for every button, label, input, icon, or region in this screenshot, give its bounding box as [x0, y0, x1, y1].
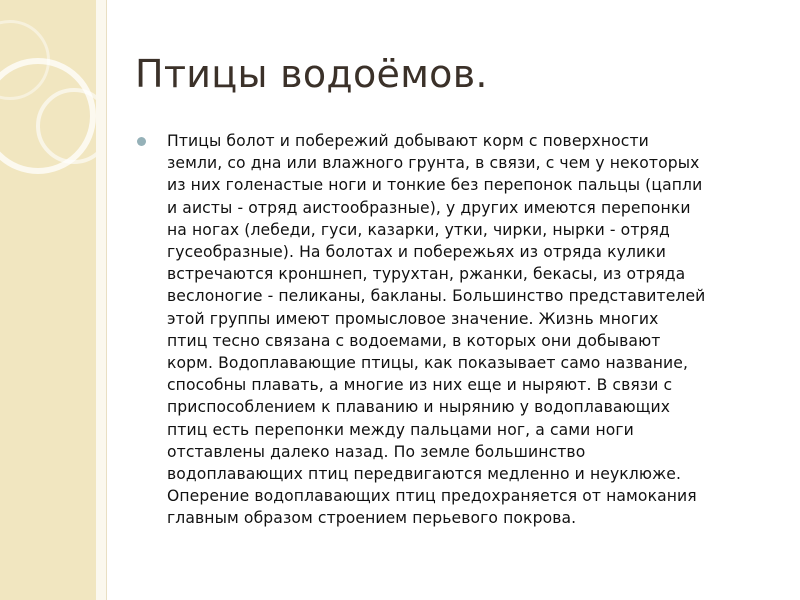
body-line: способны плавать, а многие из них еще и ныряют. В связи с: [167, 376, 673, 395]
body-line: главным образом строением перьевого покрова.: [167, 509, 577, 528]
body-line: Оперение водоплавающих птиц предохраняется от намокания: [167, 487, 697, 506]
body-line: гусеобразные). На болотах и побережьях из отряда кулики: [167, 243, 667, 262]
body-line: на ногах (лебеди, гуси, казарки, утки, чирки, нырки - отряд: [167, 220, 670, 239]
body-line: птиц есть перепонки между пальцами ног, а сами ноги: [167, 420, 634, 439]
band-divider: [96, 0, 106, 600]
body-line: приспособлением к плаванию и нырянию у водоплавающих: [167, 398, 671, 417]
body-line: водоплавающих птиц передвигаются медленно и неуклюже.: [167, 465, 681, 484]
circle-bullet-icon: [137, 137, 146, 146]
body-line: из них голенастые ноги и тонкие без перепонок пальцы (цапли: [167, 176, 703, 195]
body-line: этой группы имеют промысловое значение. Жизнь многих: [167, 309, 659, 328]
body-line: веслоногие - пеликаны, бакланы. Большинство представителей: [167, 287, 706, 306]
body-line: птиц тесно связана с водоемами, в которых они добывают: [167, 331, 661, 350]
body-line: встречаются кроншнеп, турухтан, ржанки, бекасы, из отряда: [167, 265, 686, 284]
body-line: корм. Водоплавающие птицы, как показывает само название,: [167, 354, 689, 373]
body-line: Птицы болот и побережий добывают корм с поверхности: [167, 132, 649, 150]
body-line: отставлены далеко назад. По земле большинство: [167, 442, 586, 461]
body-line: земли, со дна или влажного грунта, в связи, с чем у некоторых: [167, 154, 700, 173]
body-list: [136, 130, 776, 530]
body-paragraph: [167, 130, 776, 530]
slide-title: Птицы водоёмов.: [135, 52, 488, 96]
decorative-side-band: [0, 0, 96, 600]
body-line: и аисты - отряд аистообразные), у других имеются перепонки: [167, 198, 691, 217]
band-divider-line: [106, 0, 107, 600]
list-item: [136, 130, 776, 530]
